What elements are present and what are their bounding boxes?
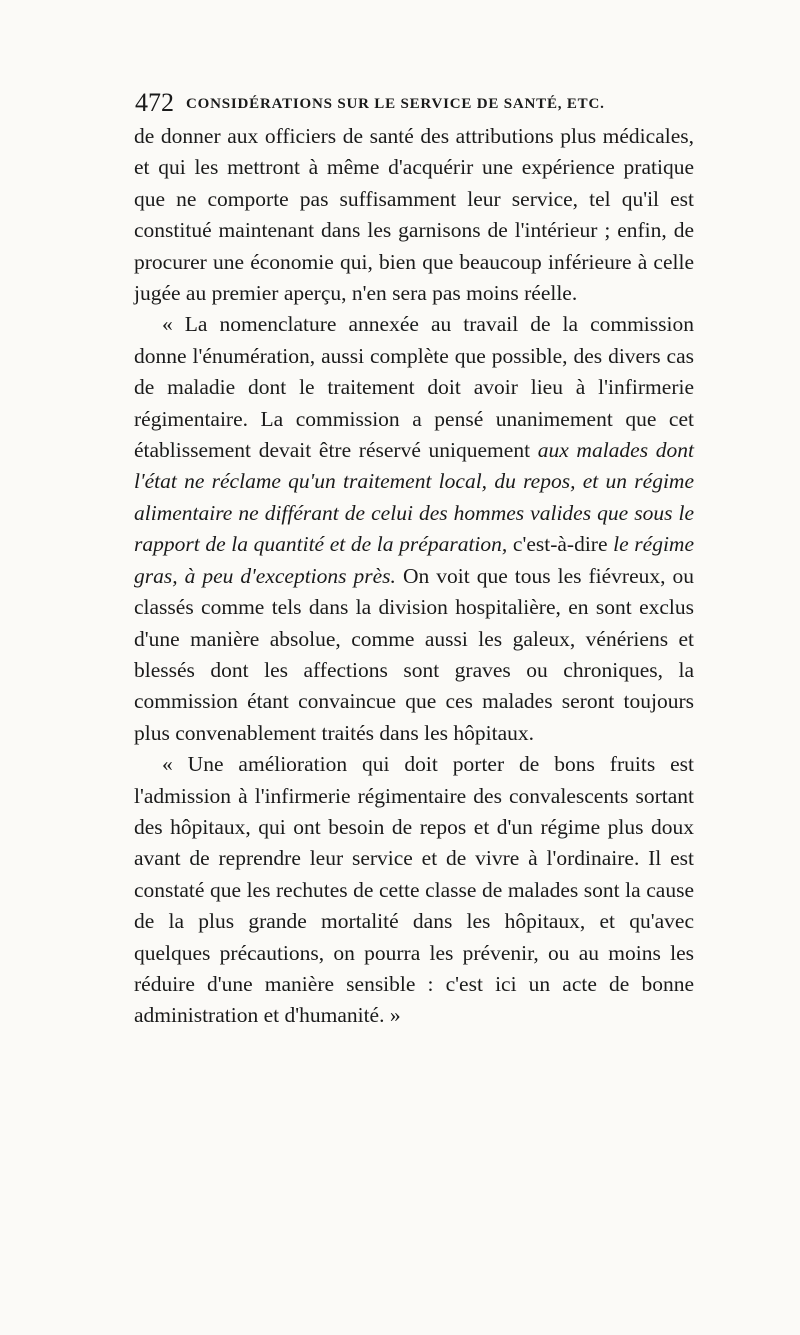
text-segment: « Une amélioration qui doit porter de bons fruits est l'admission à l'infirmerie régimentaire des convalescents sortant des hôpitaux, qui ont besoin de repos et d'un régime plus doux avant de reprendre leur service et de vivre à l'ordinaire. Il est constaté que les rechutes de cette classe de malades sont la cause de la plus grande mortalité dans les hôpitaux, et qu'avec quelques précautions, on pourra les prévenir, ou au moins les réduire d'une manière sensible : c'est ici un acte de bonne administration et d'humanité. » <box>134 752 694 1028</box>
text-segment: On voit que tous les fiévreux, ou classés comme tels dans la division hospitalière, en sont exclus d'une manière absolue, comme aussi les galeux, vénériens et blessés dont les affections sont graves ou chroniques, la commission étant convaincue que ces malades seront toujours plus convenablement traités dans les hôpitaux. <box>134 563 694 745</box>
page-header <box>135 88 735 118</box>
running-head: CONSIDÉRATIONS SUR LE SERVICE DE SANTÉ, ETC. <box>186 96 605 112</box>
text-segment: « La nomenclature annexée au travail de la commission donne l'énumération, aussi complète que possible, des divers cas de maladie dont le traitement doit avoir lieu à l'infirmerie régimentaire. La commission a pensé unanimement que cet établissement devait être réservé uniquement <box>134 312 694 463</box>
italic-segment: aux malades dont l'état ne réclame qu'un traitement local, du repos, et un régime alimentaire ne différant de celui des hommes valides que sous le rapport de la quantité et de la préparation, <box>134 438 694 557</box>
text-segment: de donner aux officiers de santé des attributions plus médicales, et qui les mettront à même d'acquérir une expérience pratique que ne comporte pas suffisamment leur service, tel qu'il est constitué maintenant dans les garnisons de l'intérieur ; enfin, de procurer une économie qui, bien que beaucoup inférieure à celle jugée au premier aperçu, n'en sera pas moins réelle. <box>134 124 694 306</box>
italic-segment: le régime gras, à peu d'exceptions près. <box>134 532 694 588</box>
page-number: 472 <box>135 88 174 117</box>
text-segment: c'est-à-dire <box>512 532 614 557</box>
paragraph-3 <box>134 749 694 1032</box>
body-text <box>134 121 694 1032</box>
paragraph-1 <box>134 121 694 309</box>
paragraph-2 <box>134 309 694 749</box>
